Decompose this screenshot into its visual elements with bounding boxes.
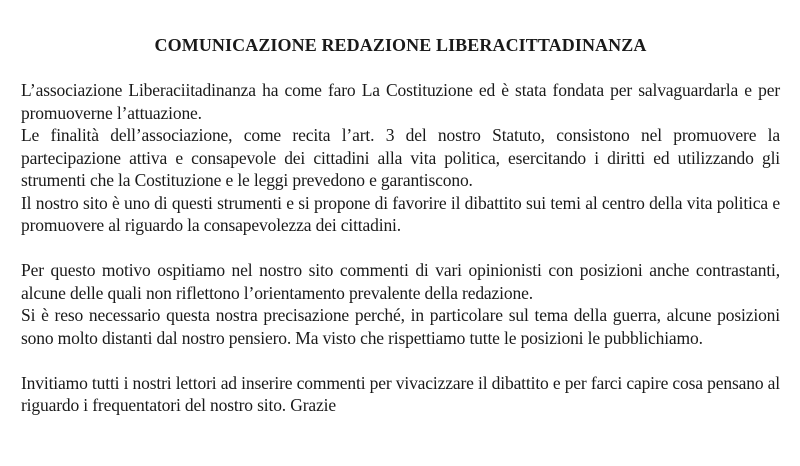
paragraph-site-purpose: Il nostro sito è uno di questi strumenti e si propone di favorire il dibattito sui temi al centro della vita politica e promuovere al riguardo la consapevolezza dei cittadini. — [21, 192, 780, 235]
paragraph-clarification: Si è reso necessario questa nostra precisazione perché, in particolare sul tema della guerra, alcune posizioni sono molto distanti dal nostro pensiero. Ma visto che rispettiamo tutte le posizioni le pubblichiamo. — [21, 305, 780, 348]
paragraph-association-intro: L’associazione Liberaciitadinanza ha come faro La Costituzione ed è stata fondata per salvaguardarla e per promuoverne l’attuazione. — [21, 80, 780, 123]
paragraph-invitation: Invitiamo tutti i nostri lettori ad inserire commenti per vivacizzare il dibattito e per farci capire cosa pensano al riguardo i frequentatori del nostro sito. Grazie — [21, 372, 780, 415]
document-title: COMUNICAZIONE REDAZIONE LIBERACITTADINANZA — [154, 35, 647, 55]
paragraph-statute-goals: Le finalità dell’associazione, come recita l’art. 3 del nostro Statuto, consistono nel promuovere la partecipazione attiva e consapevole dei cittadini alla vita politica, esercitando i diritti ed utilizzando gli strumenti che la Costituzione e le leggi prevedono e garantiscono. — [21, 125, 780, 190]
paragraph-opinionists: Per questo motivo ospitiamo nel nostro sito commenti di vari opinionisti con posizioni anche contrastanti, alcune delle quali non riflettono l’orientamento prevalente della redazione. — [21, 260, 780, 303]
